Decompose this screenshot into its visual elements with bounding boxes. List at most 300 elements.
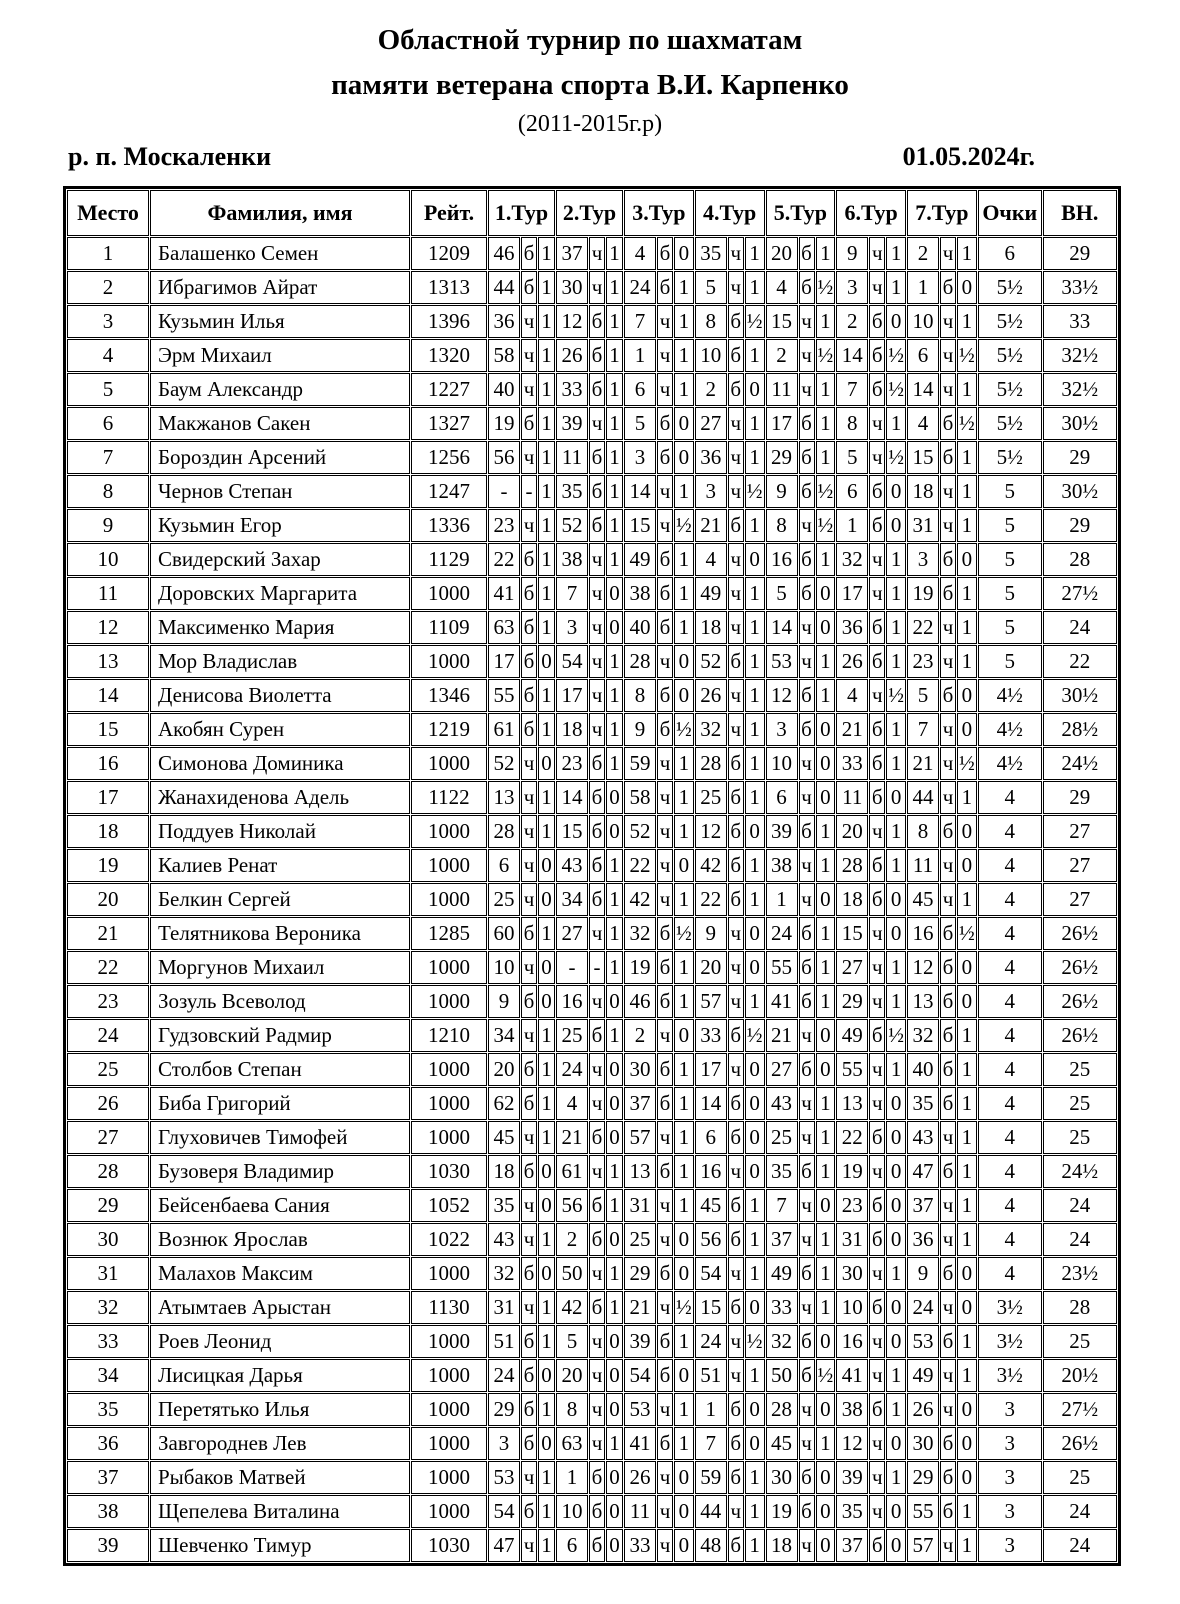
round-6-result-cell: 0	[886, 1291, 906, 1324]
round-3-opponent-cell: 6	[624, 373, 656, 406]
table-row	[67, 917, 1117, 950]
round-7-color-cell: б	[940, 441, 956, 474]
buchholz-cell: 25	[1043, 1087, 1117, 1120]
points-cell: 4½	[978, 679, 1042, 712]
round-1-opponent-cell: 20	[488, 1053, 520, 1086]
round-3-result-cell: 1	[674, 1393, 694, 1426]
round-4-color-cell: ч	[728, 917, 744, 950]
round-1-result-cell: 1	[538, 1121, 555, 1154]
round-4-color-cell: б	[728, 645, 744, 678]
table-row	[67, 951, 1117, 984]
round-1-color-cell: б	[521, 611, 537, 644]
round-3-opponent-cell: 52	[624, 815, 656, 848]
round-5-color-cell: ч	[799, 509, 815, 542]
round-2-color-cell: ч	[589, 1325, 605, 1358]
header-row	[67, 190, 1117, 236]
round-2-result-cell: 0	[606, 815, 623, 848]
place-cell: 3	[67, 305, 149, 338]
round-4-color-cell: ч	[728, 1495, 744, 1528]
round-4-color-cell: ч	[728, 679, 744, 712]
place-cell: 25	[67, 1053, 149, 1086]
round-5-color-cell: б	[799, 917, 815, 950]
round-3-result-cell: 0	[674, 441, 694, 474]
round-5-result-cell: ½	[816, 509, 836, 542]
round-3-result-cell: 1	[674, 305, 694, 338]
round-7-opponent-cell: 14	[907, 373, 939, 406]
round-3-color-cell: ч	[657, 1495, 673, 1528]
round-5-result-cell: 0	[816, 781, 836, 814]
round-7-opponent-cell: 32	[907, 1019, 939, 1052]
round-7-result-cell: 1	[957, 883, 977, 916]
round-5-color-cell: б	[799, 271, 815, 304]
round-6-result-cell: 0	[886, 1121, 906, 1154]
round-3-color-cell: ч	[657, 1291, 673, 1324]
round-4-result-cell: 1	[745, 1223, 765, 1256]
round-1-opponent-cell: 51	[488, 1325, 520, 1358]
round-5-opponent-cell: 18	[766, 1529, 798, 1562]
rating-cell: 1000	[411, 985, 487, 1018]
round-1-result-cell: 1	[538, 441, 555, 474]
round-2-color-cell: б	[589, 475, 605, 508]
round-2-result-cell: 0	[606, 1359, 623, 1392]
round-2-opponent-cell: 56	[556, 1189, 588, 1222]
round-7-color-cell: б	[940, 1019, 956, 1052]
round-5-result-cell: 1	[816, 1155, 836, 1188]
round-4-color-cell: ч	[728, 985, 744, 1018]
name-cell: Симонова Доминика	[150, 747, 410, 780]
round-7-opponent-cell: 7	[907, 713, 939, 746]
round-3-opponent-cell: 26	[624, 1461, 656, 1494]
round-3-color-cell: ч	[657, 1189, 673, 1222]
round-1-opponent-cell: 32	[488, 1257, 520, 1290]
points-cell: 3	[978, 1495, 1042, 1528]
round-3-opponent-cell: 38	[624, 577, 656, 610]
round-2-opponent-cell: 16	[556, 985, 588, 1018]
round-3-opponent-cell: 25	[624, 1223, 656, 1256]
place-cell: 35	[67, 1393, 149, 1426]
round-4-color-cell: ч	[728, 271, 744, 304]
round-3-color-cell: б	[657, 713, 673, 746]
round-1-color-cell: ч	[521, 815, 537, 848]
round-5-result-cell: ½	[816, 339, 836, 372]
round-2-opponent-cell: 33	[556, 373, 588, 406]
place-cell: 17	[67, 781, 149, 814]
round-4-result-cell: ½	[745, 1325, 765, 1358]
round-3-opponent-cell: 58	[624, 781, 656, 814]
round-5-result-cell: 1	[816, 543, 836, 576]
round-6-result-cell: 0	[886, 781, 906, 814]
round-4-color-cell: б	[728, 1223, 744, 1256]
round-3-result-cell: 0	[674, 237, 694, 270]
place-cell: 10	[67, 543, 149, 576]
round-3-color-cell: ч	[657, 883, 673, 916]
round-4-result-cell: 1	[745, 1257, 765, 1290]
round-1-result-cell: 1	[538, 543, 555, 576]
round-5-color-cell: б	[799, 679, 815, 712]
buchholz-cell: 29	[1043, 237, 1117, 270]
round-1-opponent-cell: 25	[488, 883, 520, 916]
round-6-opponent-cell: 20	[836, 815, 868, 848]
rating-cell: 1396	[411, 305, 487, 338]
round-2-result-cell: 1	[606, 407, 623, 440]
round-5-result-cell: 1	[816, 1257, 836, 1290]
place-cell: 9	[67, 509, 149, 542]
buchholz-cell: 25	[1043, 1053, 1117, 1086]
round-6-color-cell: ч	[869, 679, 885, 712]
round-2-result-cell: 1	[606, 271, 623, 304]
place-cell: 26	[67, 1087, 149, 1120]
round-6-opponent-cell: 33	[836, 747, 868, 780]
round-3-color-cell: б	[657, 237, 673, 270]
round-2-opponent-cell: 25	[556, 1019, 588, 1052]
points-cell: 4	[978, 883, 1042, 916]
round-7-color-cell: ч	[940, 645, 956, 678]
round-5-opponent-cell: 33	[766, 1291, 798, 1324]
points-cell: 5	[978, 645, 1042, 678]
round-2-color-cell: б	[589, 1121, 605, 1154]
round-1-result-cell: 0	[538, 849, 555, 882]
round-6-opponent-cell: 29	[836, 985, 868, 1018]
meta-row	[0, 142, 1180, 172]
round-2-color-cell: б	[589, 441, 605, 474]
round-1-result-cell: 0	[538, 951, 555, 984]
table-row	[67, 577, 1117, 610]
round-3-opponent-cell: 8	[624, 679, 656, 712]
round-5-opponent-cell: 12	[766, 679, 798, 712]
round-3-color-cell: ч	[657, 1019, 673, 1052]
round-6-color-cell: ч	[869, 1325, 885, 1358]
round-5-color-cell: ч	[799, 849, 815, 882]
round-6-result-cell: 1	[886, 407, 906, 440]
buchholz-cell: 25	[1043, 1121, 1117, 1154]
round-6-opponent-cell: 37	[836, 1529, 868, 1562]
round-2-result-cell: 1	[606, 679, 623, 712]
round-5-opponent-cell: 49	[766, 1257, 798, 1290]
points-cell: 4	[978, 1155, 1042, 1188]
round-1-color-cell: б	[521, 543, 537, 576]
round-6-opponent-cell: 19	[836, 1155, 868, 1188]
round-6-result-cell: 0	[886, 509, 906, 542]
round-3-opponent-cell: 54	[624, 1359, 656, 1392]
round-1-color-cell: ч	[521, 1461, 537, 1494]
round-1-opponent-cell: 53	[488, 1461, 520, 1494]
round-7-opponent-cell: 5	[907, 679, 939, 712]
place-cell: 14	[67, 679, 149, 712]
round-6-color-cell: ч	[869, 237, 885, 270]
round-6-color-cell: б	[869, 373, 885, 406]
round-2-opponent-cell: 34	[556, 883, 588, 916]
round-1-opponent-cell: 29	[488, 1393, 520, 1426]
round-3-opponent-cell: 33	[624, 1529, 656, 1562]
round-7-color-cell: б	[940, 917, 956, 950]
round-3-color-cell: б	[657, 441, 673, 474]
round-5-result-cell: 1	[816, 1087, 836, 1120]
round-1-opponent-cell: 61	[488, 713, 520, 746]
round-1-opponent-cell: 19	[488, 407, 520, 440]
round-6-result-cell: ½	[886, 339, 906, 372]
round-5-result-cell: 1	[816, 1427, 836, 1460]
buchholz-cell: 25	[1043, 1461, 1117, 1494]
round-5-result-cell: ½	[816, 1359, 836, 1392]
round-2-color-cell: б	[589, 781, 605, 814]
col-header-bh: ВН.	[1043, 190, 1117, 236]
round-1-result-cell: 1	[538, 1325, 555, 1358]
round-7-result-cell: 0	[957, 679, 977, 712]
place-cell: 1	[67, 237, 149, 270]
round-6-color-cell: б	[869, 475, 885, 508]
round-3-opponent-cell: 14	[624, 475, 656, 508]
round-7-result-cell: 1	[957, 1325, 977, 1358]
round-7-result-cell: 1	[957, 475, 977, 508]
name-cell: Чернов Степан	[150, 475, 410, 508]
points-cell: 5½	[978, 339, 1042, 372]
name-cell: Рыбаков Матвей	[150, 1461, 410, 1494]
round-3-color-cell: б	[657, 407, 673, 440]
round-7-opponent-cell: 57	[907, 1529, 939, 1562]
table-row	[67, 339, 1117, 372]
round-2-opponent-cell: 12	[556, 305, 588, 338]
round-7-color-cell: б	[940, 1325, 956, 1358]
round-7-color-cell: ч	[940, 849, 956, 882]
round-1-color-cell: ч	[521, 1223, 537, 1256]
round-2-opponent-cell: 24	[556, 1053, 588, 1086]
round-7-color-cell: ч	[940, 747, 956, 780]
round-4-opponent-cell: 26	[695, 679, 727, 712]
round-2-color-cell: ч	[589, 1359, 605, 1392]
round-5-color-cell: б	[799, 1257, 815, 1290]
round-1-color-cell: ч	[521, 339, 537, 372]
round-5-opponent-cell: 10	[766, 747, 798, 780]
buchholz-cell: 32½	[1043, 373, 1117, 406]
rating-cell: 1000	[411, 1087, 487, 1120]
round-6-opponent-cell: 17	[836, 577, 868, 610]
round-1-result-cell: 1	[538, 1053, 555, 1086]
round-7-opponent-cell: 1	[907, 271, 939, 304]
points-cell: 4	[978, 815, 1042, 848]
name-cell: Доровских Маргарита	[150, 577, 410, 610]
round-4-opponent-cell: 20	[695, 951, 727, 984]
buchholz-cell: 24	[1043, 611, 1117, 644]
round-4-result-cell: 1	[745, 441, 765, 474]
round-6-result-cell: 0	[886, 1155, 906, 1188]
table-row	[67, 407, 1117, 440]
points-cell: 5½	[978, 305, 1042, 338]
round-1-result-cell: 1	[538, 1291, 555, 1324]
buchholz-cell: 27	[1043, 815, 1117, 848]
round-3-result-cell: 1	[674, 475, 694, 508]
round-5-opponent-cell: 21	[766, 1019, 798, 1052]
round-5-result-cell: 0	[816, 747, 836, 780]
round-5-result-cell: 0	[816, 1325, 836, 1358]
round-7-color-cell: ч	[940, 883, 956, 916]
round-1-color-cell: ч	[521, 1291, 537, 1324]
col-header-round-7: 7.Тур	[907, 190, 977, 236]
name-cell: Щепелева Виталина	[150, 1495, 410, 1528]
buchholz-cell: 26½	[1043, 917, 1117, 950]
round-4-color-cell: б	[728, 373, 744, 406]
round-2-opponent-cell: 7	[556, 577, 588, 610]
round-5-color-cell: ч	[799, 305, 815, 338]
page-subtitle: (2011-2015г.р)	[517, 110, 663, 137]
table-row	[67, 373, 1117, 406]
round-1-opponent-cell: 55	[488, 679, 520, 712]
round-1-result-cell: 0	[538, 1155, 555, 1188]
place-cell: 16	[67, 747, 149, 780]
round-5-result-cell: 1	[816, 679, 836, 712]
round-6-color-cell: ч	[869, 1461, 885, 1494]
points-cell: 4	[978, 849, 1042, 882]
round-2-result-cell: 0	[606, 781, 623, 814]
round-3-opponent-cell: 2	[624, 1019, 656, 1052]
round-2-color-cell: б	[589, 815, 605, 848]
round-4-opponent-cell: 14	[695, 1087, 727, 1120]
round-2-result-cell: 1	[606, 1427, 623, 1460]
round-2-result-cell: 1	[606, 1189, 623, 1222]
round-7-opponent-cell: 21	[907, 747, 939, 780]
round-7-result-cell: 1	[957, 1121, 977, 1154]
round-7-opponent-cell: 44	[907, 781, 939, 814]
round-1-color-cell: б	[521, 1495, 537, 1528]
round-2-opponent-cell: 3	[556, 611, 588, 644]
round-1-color-cell: б	[521, 237, 537, 270]
round-4-color-cell: б	[728, 1427, 744, 1460]
round-7-color-cell: ч	[940, 305, 956, 338]
round-6-color-cell: б	[869, 509, 885, 542]
round-1-opponent-cell: 41	[488, 577, 520, 610]
round-6-color-cell: ч	[869, 1257, 885, 1290]
round-7-result-cell: 1	[957, 1155, 977, 1188]
round-1-result-cell: 1	[538, 1019, 555, 1052]
round-2-color-cell: ч	[589, 679, 605, 712]
round-6-color-cell: б	[869, 1529, 885, 1562]
round-4-result-cell: ½	[745, 1019, 765, 1052]
round-2-opponent-cell: 39	[556, 407, 588, 440]
round-5-opponent-cell: 9	[766, 475, 798, 508]
col-header-round-2: 2.Тур	[556, 190, 623, 236]
round-4-opponent-cell: 6	[695, 1121, 727, 1154]
round-1-opponent-cell: 45	[488, 1121, 520, 1154]
buchholz-cell: 24	[1043, 1223, 1117, 1256]
round-5-opponent-cell: 24	[766, 917, 798, 950]
round-1-opponent-cell: 28	[488, 815, 520, 848]
round-4-opponent-cell: 16	[695, 1155, 727, 1188]
round-6-opponent-cell: 23	[836, 1189, 868, 1222]
round-6-color-cell: б	[869, 305, 885, 338]
round-5-result-cell: 0	[816, 883, 836, 916]
round-1-color-cell: б	[521, 1427, 537, 1460]
rating-cell: 1000	[411, 951, 487, 984]
round-4-color-cell: б	[728, 849, 744, 882]
rating-cell: 1030	[411, 1529, 487, 1562]
round-7-result-cell: 1	[957, 1053, 977, 1086]
round-6-result-cell: 0	[886, 475, 906, 508]
round-3-result-cell: 0	[674, 849, 694, 882]
round-3-opponent-cell: 31	[624, 1189, 656, 1222]
round-4-color-cell: б	[728, 339, 744, 372]
round-1-opponent-cell: 9	[488, 985, 520, 1018]
round-6-result-cell: 1	[886, 1257, 906, 1290]
round-6-result-cell: 1	[886, 237, 906, 270]
round-3-opponent-cell: 13	[624, 1155, 656, 1188]
round-3-color-cell: б	[657, 679, 673, 712]
round-2-color-cell: ч	[589, 1427, 605, 1460]
round-3-opponent-cell: 11	[624, 1495, 656, 1528]
rating-cell: 1052	[411, 1189, 487, 1222]
round-4-color-cell: б	[728, 1019, 744, 1052]
place-cell: 13	[67, 645, 149, 678]
points-cell: 4	[978, 985, 1042, 1018]
round-1-opponent-cell: 10	[488, 951, 520, 984]
rating-cell: 1256	[411, 441, 487, 474]
round-7-color-cell: ч	[940, 713, 956, 746]
round-3-color-cell: б	[657, 1053, 673, 1086]
round-4-opponent-cell: 17	[695, 1053, 727, 1086]
round-5-result-cell: ½	[816, 475, 836, 508]
round-4-color-cell: ч	[728, 441, 744, 474]
round-4-opponent-cell: 2	[695, 373, 727, 406]
round-1-opponent-cell: 23	[488, 509, 520, 542]
round-5-result-cell: 0	[816, 1189, 836, 1222]
round-6-opponent-cell: 55	[836, 1053, 868, 1086]
round-6-result-cell: 1	[886, 1359, 906, 1392]
place-cell: 8	[67, 475, 149, 508]
place-cell: 12	[67, 611, 149, 644]
round-4-opponent-cell: 52	[695, 645, 727, 678]
round-1-result-cell: 1	[538, 509, 555, 542]
buchholz-cell: 25	[1043, 1325, 1117, 1358]
round-1-color-cell: ч	[521, 373, 537, 406]
buchholz-cell: 22	[1043, 645, 1117, 678]
round-5-opponent-cell: 45	[766, 1427, 798, 1460]
round-4-opponent-cell: 59	[695, 1461, 727, 1494]
rating-cell: 1247	[411, 475, 487, 508]
page-title-line2: памяти ветерана спорта В.И. Карпенко	[331, 69, 849, 102]
round-6-result-cell: ½	[886, 1019, 906, 1052]
round-4-opponent-cell: 4	[695, 543, 727, 576]
name-cell: Жанахиденова Адель	[150, 781, 410, 814]
round-5-color-cell: б	[799, 1359, 815, 1392]
round-5-color-cell: б	[799, 815, 815, 848]
round-5-opponent-cell: 41	[766, 985, 798, 1018]
round-1-result-cell: 1	[538, 271, 555, 304]
rating-cell: 1000	[411, 815, 487, 848]
col-header-name: Фамилия, имя	[150, 190, 410, 236]
round-4-result-cell: 1	[745, 1359, 765, 1392]
round-4-result-cell: 1	[745, 339, 765, 372]
round-5-result-cell: 1	[816, 951, 836, 984]
rating-cell: 1030	[411, 1155, 487, 1188]
buchholz-cell: 24½	[1043, 1155, 1117, 1188]
round-5-opponent-cell: 17	[766, 407, 798, 440]
round-7-result-cell: 0	[957, 1257, 977, 1290]
round-5-color-cell: ч	[799, 645, 815, 678]
round-3-color-cell: ч	[657, 373, 673, 406]
round-3-color-cell: ч	[657, 475, 673, 508]
buchholz-cell: 28	[1043, 543, 1117, 576]
round-2-opponent-cell: 63	[556, 1427, 588, 1460]
col-header-round-1: 1.Тур	[488, 190, 555, 236]
round-1-result-cell: 1	[538, 305, 555, 338]
round-6-opponent-cell: 22	[836, 1121, 868, 1154]
round-6-opponent-cell: 31	[836, 1223, 868, 1256]
round-2-opponent-cell: 15	[556, 815, 588, 848]
round-6-opponent-cell: 36	[836, 611, 868, 644]
round-6-opponent-cell: 7	[836, 373, 868, 406]
rating-cell: 1327	[411, 407, 487, 440]
round-7-opponent-cell: 18	[907, 475, 939, 508]
round-4-opponent-cell: 25	[695, 781, 727, 814]
round-4-opponent-cell: 45	[695, 1189, 727, 1222]
